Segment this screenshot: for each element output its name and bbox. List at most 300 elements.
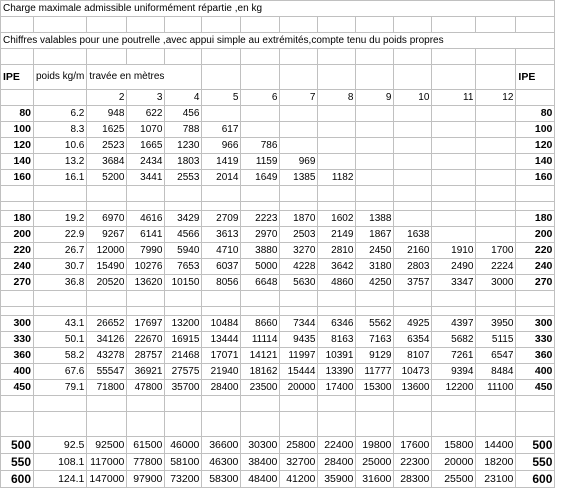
span-header[interactable]: 5 xyxy=(202,90,241,106)
empty-cell[interactable] xyxy=(34,396,87,412)
empty-cell[interactable] xyxy=(432,307,476,316)
empty-cell[interactable] xyxy=(165,17,202,33)
ipe-label-right[interactable]: 360 xyxy=(516,348,555,364)
ipe-label-right[interactable]: 300 xyxy=(516,316,555,332)
empty-cell[interactable] xyxy=(87,291,127,307)
ipe-label-right[interactable]: 400 xyxy=(516,364,555,380)
load-cell[interactable]: 2434 xyxy=(127,154,165,170)
span-header[interactable]: 11 xyxy=(432,90,476,106)
load-cell[interactable]: 6037 xyxy=(202,259,241,275)
load-cell[interactable]: 1602 xyxy=(318,211,356,227)
empty-cell[interactable] xyxy=(241,65,280,90)
load-cell[interactable]: 8660 xyxy=(241,316,280,332)
load-cell[interactable]: 25500 xyxy=(432,471,476,488)
load-cell[interactable]: 15490 xyxy=(87,259,127,275)
load-cell[interactable] xyxy=(394,170,432,186)
load-cell[interactable]: 4566 xyxy=(165,227,202,243)
load-cell[interactable] xyxy=(432,154,476,170)
empty-cell[interactable] xyxy=(280,49,318,65)
load-cell[interactable]: 20000 xyxy=(280,380,318,396)
ipe-label-right[interactable]: 550 xyxy=(516,454,555,471)
load-cell[interactable]: 4397 xyxy=(432,316,476,332)
load-cell[interactable]: 17600 xyxy=(394,437,432,454)
load-cell[interactable]: 77800 xyxy=(127,454,165,471)
empty-cell[interactable] xyxy=(202,202,241,211)
load-cell[interactable]: 6648 xyxy=(241,275,280,291)
header-weight[interactable]: poids kg/m xyxy=(34,65,87,90)
load-cell[interactable] xyxy=(356,154,394,170)
empty-cell[interactable] xyxy=(476,65,516,90)
ipe-label[interactable]: 80 xyxy=(1,106,34,122)
empty-cell[interactable] xyxy=(241,396,280,412)
load-cell[interactable]: 5630 xyxy=(280,275,318,291)
load-cell[interactable]: 32700 xyxy=(280,454,318,471)
empty-cell[interactable] xyxy=(241,291,280,307)
empty-cell[interactable] xyxy=(476,396,516,412)
subtitle-row-cell[interactable]: Chiffres valables pour une poutrelle ,avec appui simple au extrémités,compte tenu du poids propres xyxy=(1,33,555,49)
empty-cell[interactable] xyxy=(476,291,516,307)
load-cell[interactable]: 38400 xyxy=(241,454,280,471)
load-cell[interactable]: 28400 xyxy=(202,380,241,396)
load-cell[interactable]: 2553 xyxy=(165,170,202,186)
ipe-label[interactable]: 450 xyxy=(1,380,34,396)
load-cell[interactable]: 41200 xyxy=(280,471,318,488)
empty-cell[interactable] xyxy=(165,49,202,65)
empty-cell[interactable] xyxy=(87,49,127,65)
weight-cell[interactable]: 124.1 xyxy=(34,471,87,488)
load-cell[interactable]: 617 xyxy=(202,122,241,138)
load-cell[interactable]: 2810 xyxy=(318,243,356,259)
empty-cell[interactable] xyxy=(1,49,34,65)
empty-cell[interactable] xyxy=(516,396,555,412)
empty-cell[interactable] xyxy=(394,17,432,33)
empty-cell[interactable] xyxy=(516,90,555,106)
empty-cell[interactable] xyxy=(432,186,476,202)
load-cell[interactable] xyxy=(476,138,516,154)
load-cell[interactable]: 1388 xyxy=(356,211,394,227)
weight-cell[interactable]: 43.1 xyxy=(34,316,87,332)
empty-cell[interactable] xyxy=(356,412,394,437)
empty-cell[interactable] xyxy=(516,49,555,65)
empty-cell[interactable] xyxy=(356,202,394,211)
load-cell[interactable] xyxy=(318,122,356,138)
load-cell[interactable]: 36921 xyxy=(127,364,165,380)
load-cell[interactable]: 7990 xyxy=(127,243,165,259)
weight-cell[interactable]: 10.6 xyxy=(34,138,87,154)
empty-cell[interactable] xyxy=(432,17,476,33)
load-cell[interactable]: 1159 xyxy=(241,154,280,170)
ipe-label[interactable]: 200 xyxy=(1,227,34,243)
empty-cell[interactable] xyxy=(127,202,165,211)
empty-cell[interactable] xyxy=(1,412,34,437)
empty-cell[interactable] xyxy=(241,186,280,202)
load-cell[interactable]: 622 xyxy=(127,106,165,122)
empty-cell[interactable] xyxy=(202,65,241,90)
empty-cell[interactable] xyxy=(318,307,356,316)
load-cell[interactable]: 28757 xyxy=(127,348,165,364)
ipe-label-right[interactable]: 80 xyxy=(516,106,555,122)
load-cell[interactable]: 2224 xyxy=(476,259,516,275)
span-header[interactable]: 8 xyxy=(318,90,356,106)
ipe-label-right[interactable]: 450 xyxy=(516,380,555,396)
load-cell[interactable]: 13200 xyxy=(165,316,202,332)
load-cell[interactable]: 11114 xyxy=(241,332,280,348)
empty-cell[interactable] xyxy=(318,49,356,65)
empty-cell[interactable] xyxy=(165,202,202,211)
load-cell[interactable]: 46000 xyxy=(165,437,202,454)
empty-cell[interactable] xyxy=(476,202,516,211)
load-cell[interactable]: 17400 xyxy=(318,380,356,396)
empty-cell[interactable] xyxy=(516,186,555,202)
empty-cell[interactable] xyxy=(280,65,318,90)
weight-cell[interactable]: 26.7 xyxy=(34,243,87,259)
weight-cell[interactable]: 58.2 xyxy=(34,348,87,364)
empty-cell[interactable] xyxy=(432,202,476,211)
empty-cell[interactable] xyxy=(1,307,34,316)
empty-cell[interactable] xyxy=(87,186,127,202)
empty-cell[interactable] xyxy=(280,307,318,316)
load-cell[interactable]: 8056 xyxy=(202,275,241,291)
load-cell[interactable]: 10473 xyxy=(394,364,432,380)
load-cell[interactable]: 4250 xyxy=(356,275,394,291)
load-cell[interactable]: 21468 xyxy=(165,348,202,364)
load-cell[interactable]: 13444 xyxy=(202,332,241,348)
load-cell[interactable]: 7261 xyxy=(432,348,476,364)
load-cell[interactable]: 13620 xyxy=(127,275,165,291)
empty-cell[interactable] xyxy=(34,49,87,65)
empty-cell[interactable] xyxy=(127,396,165,412)
load-cell[interactable]: 22400 xyxy=(318,437,356,454)
empty-cell[interactable] xyxy=(516,202,555,211)
load-cell[interactable]: 12200 xyxy=(432,380,476,396)
load-cell[interactable]: 47800 xyxy=(127,380,165,396)
load-cell[interactable]: 10484 xyxy=(202,316,241,332)
weight-cell[interactable]: 30.7 xyxy=(34,259,87,275)
load-cell[interactable]: 117000 xyxy=(87,454,127,471)
weight-cell[interactable]: 79.1 xyxy=(34,380,87,396)
header-span[interactable]: travée en mètres xyxy=(87,65,202,90)
empty-cell[interactable] xyxy=(87,396,127,412)
load-cell[interactable]: 1419 xyxy=(202,154,241,170)
ipe-label[interactable]: 300 xyxy=(1,316,34,332)
load-cell[interactable]: 30300 xyxy=(241,437,280,454)
load-cell[interactable]: 55547 xyxy=(87,364,127,380)
load-cell[interactable] xyxy=(432,122,476,138)
weight-cell[interactable]: 6.2 xyxy=(34,106,87,122)
empty-cell[interactable] xyxy=(87,412,127,437)
load-cell[interactable]: 6970 xyxy=(87,211,127,227)
load-cell[interactable]: 15800 xyxy=(432,437,476,454)
ipe-label[interactable]: 330 xyxy=(1,332,34,348)
empty-cell[interactable] xyxy=(280,17,318,33)
load-cell[interactable]: 2709 xyxy=(202,211,241,227)
empty-cell[interactable] xyxy=(356,291,394,307)
empty-cell[interactable] xyxy=(356,186,394,202)
ipe-label-right[interactable]: 120 xyxy=(516,138,555,154)
load-cell[interactable] xyxy=(356,170,394,186)
load-cell[interactable] xyxy=(394,122,432,138)
load-cell[interactable]: 2223 xyxy=(241,211,280,227)
empty-cell[interactable] xyxy=(202,412,241,437)
load-cell[interactable]: 3429 xyxy=(165,211,202,227)
empty-cell[interactable] xyxy=(280,412,318,437)
empty-cell[interactable] xyxy=(356,17,394,33)
load-cell[interactable] xyxy=(394,106,432,122)
load-cell[interactable]: 4925 xyxy=(394,316,432,332)
empty-cell[interactable] xyxy=(34,90,87,106)
ipe-label[interactable]: 400 xyxy=(1,364,34,380)
load-cell[interactable]: 34126 xyxy=(87,332,127,348)
load-cell[interactable]: 2503 xyxy=(280,227,318,243)
empty-cell[interactable] xyxy=(165,307,202,316)
span-header[interactable]: 3 xyxy=(127,90,165,106)
empty-cell[interactable] xyxy=(165,291,202,307)
empty-cell[interactable] xyxy=(127,186,165,202)
load-cell[interactable]: 6547 xyxy=(476,348,516,364)
load-cell[interactable]: 13390 xyxy=(318,364,356,380)
ipe-label[interactable]: 140 xyxy=(1,154,34,170)
weight-cell[interactable]: 19.2 xyxy=(34,211,87,227)
empty-cell[interactable] xyxy=(318,202,356,211)
load-cell[interactable]: 9267 xyxy=(87,227,127,243)
load-cell[interactable]: 456 xyxy=(165,106,202,122)
load-cell[interactable]: 10391 xyxy=(318,348,356,364)
header-ipe-right[interactable]: IPE xyxy=(516,65,555,90)
weight-cell[interactable]: 92.5 xyxy=(34,437,87,454)
load-cell[interactable]: 27575 xyxy=(165,364,202,380)
empty-cell[interactable] xyxy=(34,412,87,437)
load-cell[interactable]: 11100 xyxy=(476,380,516,396)
load-cell[interactable]: 10150 xyxy=(165,275,202,291)
load-cell[interactable] xyxy=(476,122,516,138)
load-cell[interactable]: 1700 xyxy=(476,243,516,259)
ipe-label[interactable]: 240 xyxy=(1,259,34,275)
empty-cell[interactable] xyxy=(241,202,280,211)
load-cell[interactable] xyxy=(318,138,356,154)
empty-cell[interactable] xyxy=(202,307,241,316)
empty-cell[interactable] xyxy=(1,202,34,211)
load-cell[interactable]: 6346 xyxy=(318,316,356,332)
empty-cell[interactable] xyxy=(394,49,432,65)
load-cell[interactable]: 1870 xyxy=(280,211,318,227)
empty-cell[interactable] xyxy=(127,49,165,65)
ipe-label[interactable]: 120 xyxy=(1,138,34,154)
load-cell[interactable] xyxy=(432,227,476,243)
load-cell[interactable]: 28300 xyxy=(394,471,432,488)
empty-cell[interactable] xyxy=(318,186,356,202)
load-cell[interactable] xyxy=(241,122,280,138)
empty-cell[interactable] xyxy=(87,307,127,316)
load-cell[interactable]: 25000 xyxy=(356,454,394,471)
load-cell[interactable]: 73200 xyxy=(165,471,202,488)
empty-cell[interactable] xyxy=(127,412,165,437)
empty-cell[interactable] xyxy=(127,17,165,33)
empty-cell[interactable] xyxy=(318,412,356,437)
load-cell[interactable]: 3642 xyxy=(318,259,356,275)
empty-cell[interactable] xyxy=(202,396,241,412)
load-cell[interactable]: 9435 xyxy=(280,332,318,348)
empty-cell[interactable] xyxy=(34,307,87,316)
load-cell[interactable]: 2450 xyxy=(356,243,394,259)
empty-cell[interactable] xyxy=(432,65,476,90)
empty-cell[interactable] xyxy=(516,307,555,316)
empty-cell[interactable] xyxy=(1,396,34,412)
load-cell[interactable]: 97900 xyxy=(127,471,165,488)
empty-cell[interactable] xyxy=(280,202,318,211)
empty-cell[interactable] xyxy=(394,307,432,316)
load-cell[interactable]: 23100 xyxy=(476,471,516,488)
load-cell[interactable]: 3000 xyxy=(476,275,516,291)
empty-cell[interactable] xyxy=(34,291,87,307)
load-cell[interactable] xyxy=(476,227,516,243)
load-cell[interactable] xyxy=(202,106,241,122)
load-cell[interactable]: 17697 xyxy=(127,316,165,332)
load-cell[interactable]: 2803 xyxy=(394,259,432,275)
load-cell[interactable]: 3270 xyxy=(280,243,318,259)
empty-cell[interactable] xyxy=(241,412,280,437)
ipe-label[interactable]: 180 xyxy=(1,211,34,227)
empty-cell[interactable] xyxy=(516,291,555,307)
empty-cell[interactable] xyxy=(202,17,241,33)
load-cell[interactable]: 58100 xyxy=(165,454,202,471)
load-cell[interactable]: 23500 xyxy=(241,380,280,396)
load-cell[interactable]: 19800 xyxy=(356,437,394,454)
load-cell[interactable]: 2014 xyxy=(202,170,241,186)
load-cell[interactable] xyxy=(280,138,318,154)
load-cell[interactable]: 3880 xyxy=(241,243,280,259)
load-cell[interactable]: 28400 xyxy=(318,454,356,471)
load-cell[interactable] xyxy=(432,211,476,227)
load-cell[interactable]: 6141 xyxy=(127,227,165,243)
load-cell[interactable]: 17071 xyxy=(202,348,241,364)
span-header[interactable]: 10 xyxy=(394,90,432,106)
empty-cell[interactable] xyxy=(356,49,394,65)
empty-cell[interactable] xyxy=(318,291,356,307)
load-cell[interactable] xyxy=(476,170,516,186)
load-cell[interactable]: 5200 xyxy=(87,170,127,186)
empty-cell[interactable] xyxy=(1,90,34,106)
load-cell[interactable]: 25800 xyxy=(280,437,318,454)
empty-cell[interactable] xyxy=(516,17,555,33)
load-cell[interactable]: 1803 xyxy=(165,154,202,170)
load-cell[interactable]: 1230 xyxy=(165,138,202,154)
load-cell[interactable]: 147000 xyxy=(87,471,127,488)
load-cell[interactable]: 36600 xyxy=(202,437,241,454)
load-cell[interactable] xyxy=(432,170,476,186)
empty-cell[interactable] xyxy=(476,307,516,316)
load-cell[interactable]: 1182 xyxy=(318,170,356,186)
load-cell[interactable]: 43278 xyxy=(87,348,127,364)
ipe-label-right[interactable]: 240 xyxy=(516,259,555,275)
weight-cell[interactable]: 67.6 xyxy=(34,364,87,380)
ipe-label-right[interactable]: 140 xyxy=(516,154,555,170)
load-cell[interactable]: 5682 xyxy=(432,332,476,348)
load-cell[interactable]: 10276 xyxy=(127,259,165,275)
load-cell[interactable]: 2490 xyxy=(432,259,476,275)
weight-cell[interactable]: 50.1 xyxy=(34,332,87,348)
load-cell[interactable]: 9129 xyxy=(356,348,394,364)
ipe-label-right[interactable]: 100 xyxy=(516,122,555,138)
load-cell[interactable]: 4228 xyxy=(280,259,318,275)
load-cell[interactable]: 18200 xyxy=(476,454,516,471)
weight-cell[interactable]: 36.8 xyxy=(34,275,87,291)
load-cell[interactable] xyxy=(432,106,476,122)
ipe-label[interactable]: 360 xyxy=(1,348,34,364)
load-cell[interactable]: 1070 xyxy=(127,122,165,138)
load-cell[interactable]: 7653 xyxy=(165,259,202,275)
load-cell[interactable]: 18162 xyxy=(241,364,280,380)
load-cell[interactable]: 48400 xyxy=(241,471,280,488)
empty-cell[interactable] xyxy=(394,412,432,437)
empty-cell[interactable] xyxy=(394,291,432,307)
ipe-label-right[interactable]: 500 xyxy=(516,437,555,454)
load-cell[interactable]: 1665 xyxy=(127,138,165,154)
empty-cell[interactable] xyxy=(394,65,432,90)
empty-cell[interactable] xyxy=(165,186,202,202)
empty-cell[interactable] xyxy=(476,412,516,437)
empty-cell[interactable] xyxy=(165,396,202,412)
load-cell[interactable] xyxy=(432,138,476,154)
load-cell[interactable] xyxy=(241,106,280,122)
empty-cell[interactable] xyxy=(356,396,394,412)
load-cell[interactable]: 948 xyxy=(87,106,127,122)
load-cell[interactable]: 3950 xyxy=(476,316,516,332)
load-cell[interactable]: 8484 xyxy=(476,364,516,380)
load-cell[interactable] xyxy=(318,154,356,170)
load-cell[interactable]: 1910 xyxy=(432,243,476,259)
title-row-cell[interactable]: Charge maximale admissible uniformément répartie ,en kg xyxy=(1,1,555,17)
empty-cell[interactable] xyxy=(476,17,516,33)
load-cell[interactable]: 5000 xyxy=(241,259,280,275)
ipe-label-right[interactable]: 160 xyxy=(516,170,555,186)
weight-cell[interactable]: 13.2 xyxy=(34,154,87,170)
load-cell[interactable]: 35700 xyxy=(165,380,202,396)
load-cell[interactable]: 2160 xyxy=(394,243,432,259)
empty-cell[interactable] xyxy=(34,17,87,33)
ipe-label-right[interactable]: 270 xyxy=(516,275,555,291)
load-cell[interactable]: 1385 xyxy=(280,170,318,186)
load-cell[interactable]: 7344 xyxy=(280,316,318,332)
empty-cell[interactable] xyxy=(1,186,34,202)
weight-cell[interactable]: 108.1 xyxy=(34,454,87,471)
load-cell[interactable]: 3441 xyxy=(127,170,165,186)
weight-cell[interactable]: 8.3 xyxy=(34,122,87,138)
load-cell[interactable]: 3613 xyxy=(202,227,241,243)
load-cell[interactable] xyxy=(476,106,516,122)
load-cell[interactable]: 20520 xyxy=(87,275,127,291)
load-cell[interactable]: 2970 xyxy=(241,227,280,243)
load-cell[interactable]: 11997 xyxy=(280,348,318,364)
empty-cell[interactable] xyxy=(241,307,280,316)
load-cell[interactable]: 16915 xyxy=(165,332,202,348)
load-cell[interactable]: 46300 xyxy=(202,454,241,471)
load-cell[interactable]: 966 xyxy=(202,138,241,154)
empty-cell[interactable] xyxy=(356,65,394,90)
load-cell[interactable]: 22670 xyxy=(127,332,165,348)
empty-cell[interactable] xyxy=(165,412,202,437)
load-cell[interactable]: 5562 xyxy=(356,316,394,332)
span-header[interactable]: 7 xyxy=(280,90,318,106)
load-cell[interactable]: 2523 xyxy=(87,138,127,154)
load-cell[interactable] xyxy=(356,138,394,154)
span-header[interactable]: 12 xyxy=(476,90,516,106)
load-cell[interactable] xyxy=(318,106,356,122)
load-cell[interactable]: 12000 xyxy=(87,243,127,259)
load-cell[interactable]: 3684 xyxy=(87,154,127,170)
load-cell[interactable]: 22300 xyxy=(394,454,432,471)
ipe-label-right[interactable]: 200 xyxy=(516,227,555,243)
empty-cell[interactable] xyxy=(432,49,476,65)
